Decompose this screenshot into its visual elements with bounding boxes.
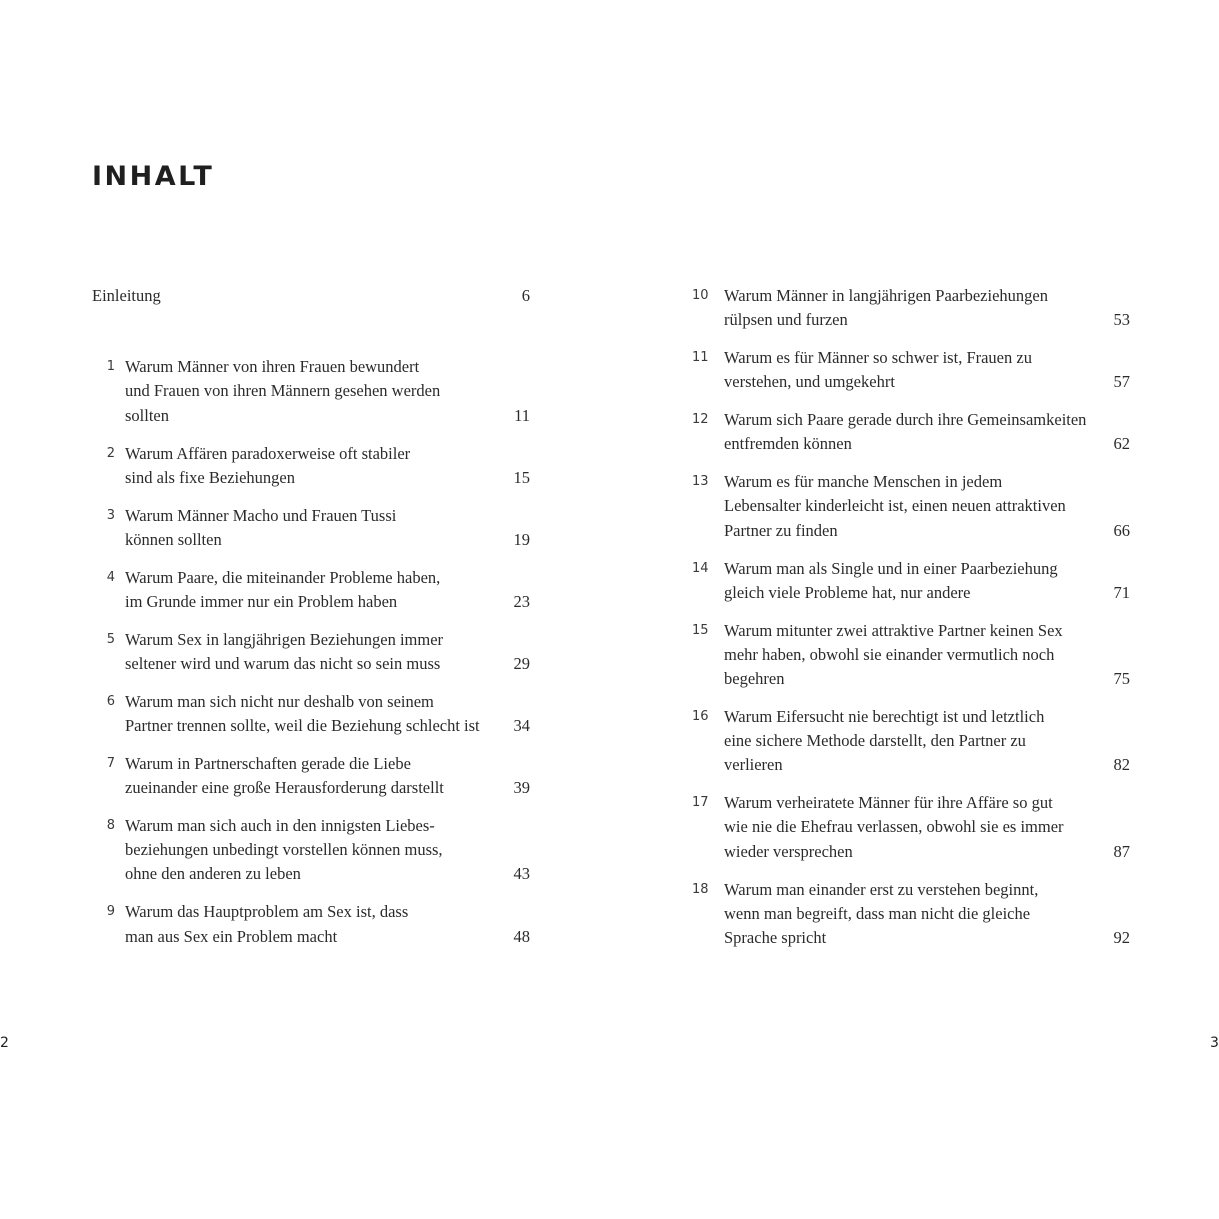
page-title: INHALT (92, 161, 215, 192)
chapter-page: 19 (513, 529, 530, 549)
chapter-title: Warum Männer von ihren Frauen bewundert und Frauen von ihren Männern gesehen werden sollten (125, 357, 441, 425)
toc-entry[interactable] (92, 752, 530, 800)
toc-entry[interactable] (92, 814, 530, 887)
chapter-page: 23 (513, 591, 530, 611)
toc-entry[interactable] (92, 628, 530, 676)
chapter-title: Warum man einander erst zu verstehen beginnt, wenn man begreift, dass man nicht die gleiche Sprache spricht (724, 879, 1039, 947)
intro-label: Einleitung (92, 286, 161, 305)
toc-entry[interactable] (92, 442, 530, 490)
toc-entry[interactable] (692, 470, 1130, 543)
toc-entry[interactable] (92, 900, 530, 948)
chapter-page: 29 (513, 653, 530, 673)
toc-left-list (92, 355, 530, 949)
chapter-page: 87 (1113, 841, 1130, 861)
toc-entry[interactable] (692, 791, 1130, 864)
chapter-number: 4 (106, 569, 115, 585)
chapter-page: 92 (1113, 927, 1130, 947)
toc-entry[interactable] (92, 504, 530, 552)
chapter-number: 16 (692, 708, 709, 724)
chapter-page: 62 (1113, 434, 1130, 454)
toc-entry[interactable] (692, 557, 1130, 605)
chapter-number: 10 (692, 288, 709, 303)
chapter-page: 82 (1113, 755, 1130, 775)
chapter-page: 11 (514, 405, 530, 425)
toc-entry[interactable] (692, 346, 1130, 394)
toc-entry[interactable] (92, 690, 530, 738)
chapter-title: Warum sich Paare gerade durch ihre Gemeinsamkeiten entfremden können (724, 410, 1087, 454)
chapter-title: Warum es für manche Menschen in jedem Lebensalter kinderleicht ist, einen neuen attraktiven Partner zu finden (724, 472, 1066, 540)
chapter-number: 12 (692, 412, 709, 428)
toc-entry[interactable] (92, 355, 530, 428)
chapter-number: 6 (106, 693, 115, 709)
chapter-title: Warum verheiratete Männer für ihre Affäre so gut wie nie die Ehefrau verlassen, obwohl sie es immer wieder versprechen (724, 793, 1064, 861)
chapter-number: 5 (106, 631, 115, 647)
chapter-number: 1 (106, 359, 115, 375)
chapter-title: Warum man als Single und in einer Paarbeziehung gleich viele Probleme hat, nur andere (724, 558, 1058, 602)
chapter-number: 8 (106, 818, 115, 834)
toc-right-column (692, 284, 1130, 964)
chapter-title: Warum Paare, die miteinander Probleme haben, im Grunde immer nur ein Problem haben (125, 567, 441, 611)
chapter-title: Warum man sich nicht nur deshalb von seinem Partner trennen sollte, weil die Beziehung schlecht ist (125, 691, 480, 736)
chapter-number: 13 (692, 474, 709, 490)
chapter-title: Warum in Partnerschaften gerade die Liebe zueinander eine große Herausforderung darstellt (125, 753, 444, 798)
chapter-number: 9 (106, 904, 115, 920)
toc-right-list (692, 284, 1130, 950)
chapter-number: 17 (692, 795, 709, 811)
toc-entry-intro[interactable] (92, 284, 530, 308)
chapter-page: 53 (1113, 310, 1130, 330)
chapter-number: 3 (106, 507, 115, 523)
chapter-number: 15 (692, 622, 709, 638)
chapter-page: 75 (1113, 669, 1130, 689)
chapter-title: Warum man sich auch in den innigsten Liebes- beziehungen unbedingt vorstellen können muss, ohne den anderen zu leben (125, 816, 443, 884)
chapter-page: 39 (513, 778, 530, 798)
chapter-title: Warum Männer in langjährigen Paarbeziehungen rülpsen und furzen (724, 286, 1048, 330)
toc-entry[interactable] (92, 566, 530, 614)
page-number-right: 3 (1210, 1035, 1219, 1051)
page-number-left: 2 (0, 1035, 9, 1051)
chapter-page: 15 (513, 467, 530, 487)
chapter-number: 18 (692, 881, 709, 897)
chapter-page: 48 (513, 926, 530, 946)
chapter-page: 57 (1113, 372, 1130, 392)
chapter-page: 71 (1113, 582, 1130, 602)
intro-page: 6 (521, 286, 530, 305)
chapter-title: Warum Affären paradoxerweise oft stabiler sind als fixe Beziehungen (125, 443, 411, 487)
chapter-title: Warum Eifersucht nie berechtigt ist und letztlich eine sichere Methode darstellt, den Partner zu verlieren (724, 706, 1045, 775)
chapter-title: Warum Sex in langjährigen Beziehungen immer seltener wird und warum das nicht so sein muss (125, 629, 444, 673)
chapter-page: 66 (1113, 520, 1130, 540)
chapter-number: 11 (692, 350, 709, 366)
toc-entry[interactable] (692, 878, 1130, 951)
toc-entry[interactable] (692, 408, 1130, 456)
chapter-title: Warum das Hauptproblem am Sex ist, dass man aus Sex ein Problem macht (125, 902, 409, 946)
chapter-number: 7 (106, 755, 115, 771)
chapter-page: 34 (513, 716, 530, 736)
chapter-page: 43 (513, 864, 530, 884)
toc-entry[interactable] (692, 705, 1130, 778)
chapter-number: 2 (106, 445, 115, 461)
chapter-title: Warum mitunter zwei attraktive Partner keinen Sex mehr haben, obwohl sie einander vermutlich noch begehren (724, 620, 1063, 689)
chapter-title: Warum es für Männer so schwer ist, Frauen zu verstehen, und umgekehrt (724, 348, 1032, 392)
chapter-number: 14 (692, 560, 709, 576)
toc-entry[interactable] (692, 619, 1130, 692)
toc-entry[interactable] (692, 284, 1130, 332)
chapter-title: Warum Männer Macho und Frauen Tussi können sollten (125, 505, 397, 549)
toc-left-column (92, 284, 530, 962)
